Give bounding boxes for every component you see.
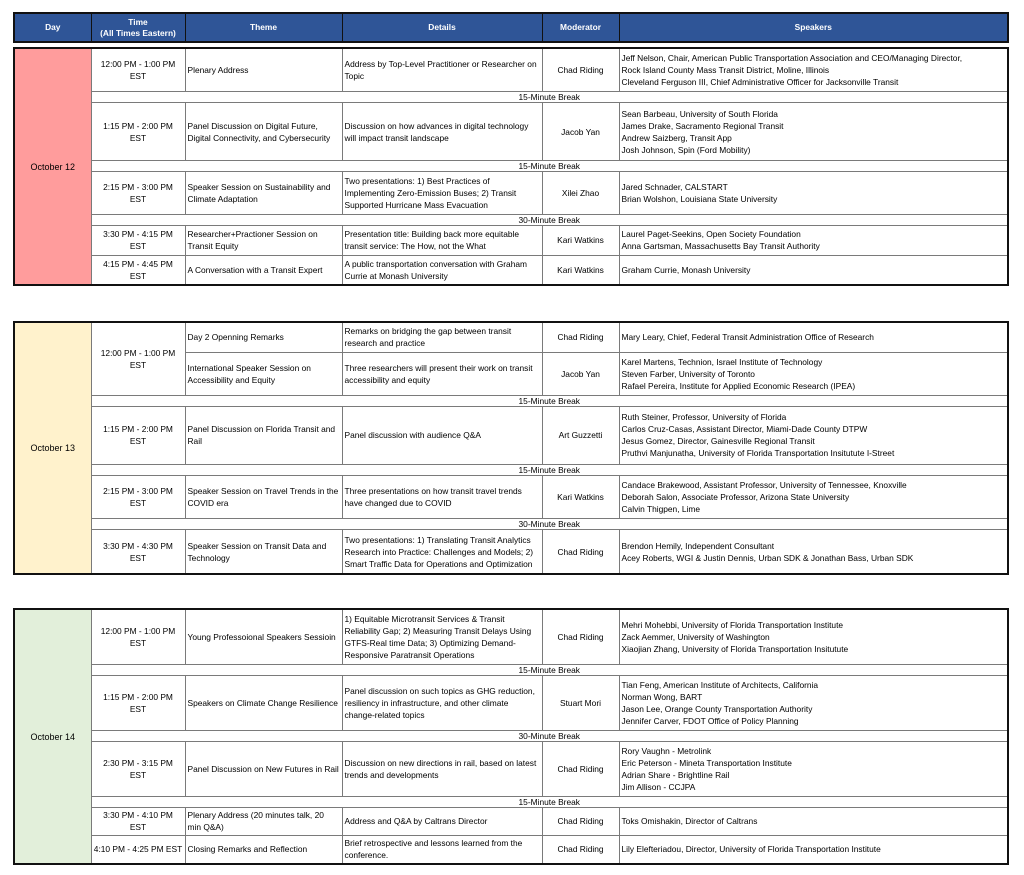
speaker-line: Adrian Share - Brightline Rail [621, 769, 730, 780]
session-details: Three presentations on how transit travel trends have changed due to COVID [342, 475, 542, 519]
session-time: 1:15 PM - 2:00 PM EST [91, 407, 185, 465]
break-label: 30-Minute Break [91, 215, 1008, 226]
session-theme: Panel Discussion on Digital Future, Digital Connectivity, and Cybersecurity [185, 103, 342, 160]
session-moderator: Chad Riding [542, 835, 619, 864]
session-speakers [619, 835, 1008, 864]
session-time: 3:30 PM - 4:10 PM EST [91, 807, 185, 835]
speaker-line: Sean Barbeau, University of South Florida [621, 108, 778, 119]
speaker-line: Steven Farber, University of Toronto [621, 368, 755, 379]
session-details: 1) Equitable Microtransit Services & Transit Reliability Gap; 2) Measuring Transit Delays Using GTFS-Real time Data; 3) Optimizing Demand-Responsive Paratransit Operations [342, 609, 542, 665]
speaker-line: Candace Brakewood, Assistant Professor, University of Tennessee, Knoxville [621, 480, 907, 491]
speaker-line: Brian Wolshon, Louisiana State University [621, 194, 778, 205]
session-moderator: Chad Riding [542, 530, 619, 574]
speaker-line: Rock Island County Mass Transit District, Moline, Illinois [621, 65, 830, 76]
session-theme: Young Professoional Speakers Sessioin [185, 609, 342, 665]
session-time: 2:30 PM - 3:15 PM EST [91, 741, 185, 796]
header-time: Time (All Times Eastern) [91, 13, 185, 42]
session-speakers [619, 609, 1008, 665]
speaker-line: Pruthvi Manjunatha, University of Florida Transportation Insitutute I-Street [621, 448, 895, 459]
session-moderator: Chad Riding [542, 807, 619, 835]
session-details: Remarks on bridging the gap between transit research and practice [342, 322, 542, 352]
break-label: 30-Minute Break [91, 730, 1008, 741]
session-row [14, 407, 1008, 465]
session-details: Discussion on new directions in rail, based on latest trends and developments [342, 741, 542, 796]
break-row [14, 665, 1008, 676]
session-speakers [619, 407, 1008, 465]
speaker-line: Deborah Salon, Associate Professor, Arizona State University [621, 492, 850, 503]
session-row [14, 530, 1008, 574]
session-speakers [619, 807, 1008, 835]
break-row [14, 519, 1008, 530]
break-row [14, 215, 1008, 226]
session-theme: Speaker Session on Sustainability and Climate Adaptation [185, 171, 342, 214]
session-row [14, 103, 1008, 160]
break-row [14, 464, 1008, 475]
session-details: Presentation title: Building back more equitable transit service: The How, not the What [342, 226, 542, 255]
session-time: 4:10 PM - 4:25 PM EST [91, 835, 185, 864]
header-details: Details [342, 13, 542, 42]
session-speakers [619, 48, 1008, 92]
speaker-line: Cleveland Ferguson III, Chief Administrative Officer for Jacksonville Transit [621, 77, 899, 88]
schedule-header [13, 12, 1009, 43]
session-time: 12:00 PM - 1:00 PM EST [91, 609, 185, 665]
session-speakers [619, 352, 1008, 396]
break-row [14, 730, 1008, 741]
break-label: 15-Minute Break [91, 396, 1008, 407]
speaker-line: Carlos Cruz-Casas, Assistant Director, Miami-Dade County DTPW [621, 424, 868, 435]
session-speakers [619, 103, 1008, 160]
session-speakers [619, 255, 1008, 285]
day-label: October 12 [14, 48, 91, 285]
header-day: Day [14, 13, 91, 42]
break-row [14, 396, 1008, 407]
session-time: 4:15 PM - 4:45 PM EST [91, 255, 185, 285]
session-time: 1:15 PM - 2:00 PM EST [91, 103, 185, 160]
session-row [14, 48, 1008, 92]
session-time: 2:15 PM - 3:00 PM EST [91, 475, 185, 519]
session-moderator: Chad Riding [542, 609, 619, 665]
speaker-line: Karel Martens, Technion, Israel Institute of Technology [621, 356, 823, 367]
speaker-line: Toks Omishakin, Director of Caltrans [621, 816, 758, 827]
break-label: 15-Minute Break [91, 796, 1008, 807]
session-theme: Closing Remarks and Reflection [185, 835, 342, 864]
session-row [14, 171, 1008, 214]
session-row [14, 676, 1008, 731]
session-details: Panel discussion with audience Q&A [342, 407, 542, 465]
speaker-line: Rafael Pereira, Institute for Applied Economic Research (IPEA) [621, 380, 856, 391]
speaker-line: Eric Peterson - Mineta Transportation Institute [621, 757, 792, 768]
session-speakers [619, 530, 1008, 574]
session-theme: Panel Discussion on Florida Transit and Rail [185, 407, 342, 465]
session-details: Two presentations: 1) Translating Transit Analytics Research into Practice: Challenges and Models; 2) Smart Traffic Data for Operations and Optimization [342, 530, 542, 574]
speaker-line: Rory Vaughn - Metrolink [621, 745, 712, 756]
day-block-3 [13, 608, 1009, 865]
session-moderator: Chad Riding [542, 48, 619, 92]
session-row [14, 741, 1008, 796]
speaker-line: Tian Feng, American Institute of Architects, California [621, 679, 819, 690]
session-moderator: Kari Watkins [542, 226, 619, 255]
session-time: 2:15 PM - 3:00 PM EST [91, 171, 185, 214]
break-label: 15-Minute Break [91, 92, 1008, 103]
speaker-line: Anna Gartsman, Massachusetts Bay Transit Authority [621, 241, 820, 252]
session-moderator: Xilei Zhao [542, 171, 619, 214]
session-theme: Speaker Session on Travel Trends in the COVID era [185, 475, 342, 519]
session-moderator: Kari Watkins [542, 475, 619, 519]
speaker-line: Jesus Gomez, Director, Gainesville Regional Transit [621, 436, 815, 447]
session-details: Three researchers will present their work on transit accessibility and equity [342, 352, 542, 396]
session-theme: A Conversation with a Transit Expert [185, 255, 342, 285]
session-theme: Plenary Address (20 minutes talk, 20 min Q&A) [185, 807, 342, 835]
speaker-line: Josh Johnson, Spin (Ford Mobility) [621, 144, 751, 155]
speaker-line: Mehri Mohebbi, University of Florida Transportation Institute [621, 620, 844, 630]
session-row [14, 226, 1008, 255]
session-details: Address and Q&A by Caltrans Director [342, 807, 542, 835]
speaker-line: Andrew Saizberg, Transit App [621, 132, 732, 143]
speaker-line: Brendon Hemily, Independent Consultant [621, 540, 775, 551]
header-moderator: Moderator [542, 13, 619, 42]
session-time: 3:30 PM - 4:15 PM EST [91, 226, 185, 255]
session-time: 12:00 PM - 1:00 PM EST [91, 322, 185, 396]
speaker-line: Calvin Thigpen, Lime [621, 504, 701, 515]
session-details: Two presentations: 1) Best Practices of Implementing Zero-Emission Buses; 2) Transit Supported Hurricane Mass Evacuation [342, 171, 542, 214]
session-speakers [619, 676, 1008, 731]
session-speakers [619, 741, 1008, 796]
speaker-line: Ruth Steiner, Professor, University of Florida [621, 412, 787, 423]
session-theme: Panel Discussion on New Futures in Rail [185, 741, 342, 796]
session-row [14, 835, 1008, 864]
session-row [14, 255, 1008, 285]
session-moderator: Chad Riding [542, 741, 619, 796]
break-row [14, 92, 1008, 103]
break-row [14, 796, 1008, 807]
session-row [14, 807, 1008, 835]
header-theme: Theme [185, 13, 342, 42]
day-label: October 14 [14, 609, 91, 864]
session-details: Discussion on how advances in digital technology will impact transit landscape [342, 103, 542, 160]
session-time: 3:30 PM - 4:30 PM EST [91, 530, 185, 574]
session-details: Brief retrospective and lessons learned from the conference. [342, 835, 542, 864]
speaker-line: Norman Wong, BART [621, 691, 703, 702]
session-theme: Speaker Session on Transit Data and Technology [185, 530, 342, 574]
session-details: Panel discussion on such topics as GHG reduction, resiliency in infrastructure, and other climate change-related topics [342, 676, 542, 731]
session-speakers [619, 226, 1008, 255]
session-time: 12:00 PM - 1:00 PM EST [91, 48, 185, 92]
session-speakers [619, 171, 1008, 214]
day-block-1 [13, 47, 1009, 286]
session-moderator: Chad Riding [542, 322, 619, 352]
break-label: 30-Minute Break [91, 519, 1008, 530]
break-row [14, 160, 1008, 171]
session-row [14, 609, 1008, 665]
break-label: 15-Minute Break [91, 160, 1008, 171]
session-moderator: Art Guzzetti [542, 407, 619, 465]
session-theme: Researcher+Practioner Session on Transit Equity [185, 226, 342, 255]
break-label: 15-Minute Break [91, 665, 1008, 676]
day-block-2 [13, 321, 1009, 575]
speaker-line: Jared Schnader, CALSTART [621, 182, 728, 193]
break-label: 15-Minute Break [91, 464, 1008, 475]
session-details: Address by Top-Level Practitioner or Researcher on Topic [342, 48, 542, 92]
session-theme: Speakers on Climate Change Resilience [185, 676, 342, 731]
speaker-line: Jennifer Carver, FDOT Office of Policy Planning [621, 715, 799, 726]
day-label: October 13 [14, 322, 91, 574]
speaker-line: Mary Leary, Chief, Federal Transit Administration Office of Research [621, 332, 874, 343]
speaker-line: Jason Lee, Orange County Transportation Authority [621, 703, 813, 714]
header-speakers: Speakers [619, 13, 1008, 42]
speaker-line: Lily Elefteriadou, Director, University of Florida Transportation Institute [621, 844, 881, 855]
speaker-line: Jim Allison - CCJPA [621, 781, 696, 792]
speaker-line: Laurel Paget-Seekins, Open Society Foundation [621, 229, 801, 240]
session-details: A public transportation conversation with Graham Currie at Monash University [342, 255, 542, 285]
session-moderator: Kari Watkins [542, 255, 619, 285]
session-moderator: Jacob Yan [542, 352, 619, 396]
speaker-line: Acey Roberts, WGI & Justin Dennis, Urban SDK & Jonathan Bass, Urban SDK [621, 552, 914, 563]
session-theme: International Speaker Session on Accessibility and Equity [185, 352, 342, 396]
session-moderator: Jacob Yan [542, 103, 619, 160]
session-theme: Plenary Address [185, 48, 342, 92]
speaker-line: Jeff Nelson, Chair, American Public Transportation Association and CEO/Managing Director, [621, 53, 963, 64]
speaker-line: Zack Aemmer, University of Washington [621, 632, 770, 642]
session-moderator: Stuart Mori [542, 676, 619, 731]
session-row [14, 322, 1008, 352]
speaker-line: James Drake, Sacramento Regional Transit [621, 120, 784, 131]
session-row [14, 475, 1008, 519]
session-time: 1:15 PM - 2:00 PM EST [91, 676, 185, 731]
session-theme: Day 2 Openning Remarks [185, 322, 342, 352]
speaker-line: Xiaojian Zhang, University of Florida Transportation Insitutute [621, 644, 849, 654]
speaker-line: Graham Currie, Monash University [621, 264, 751, 275]
session-speakers [619, 475, 1008, 519]
session-speakers [619, 322, 1008, 352]
